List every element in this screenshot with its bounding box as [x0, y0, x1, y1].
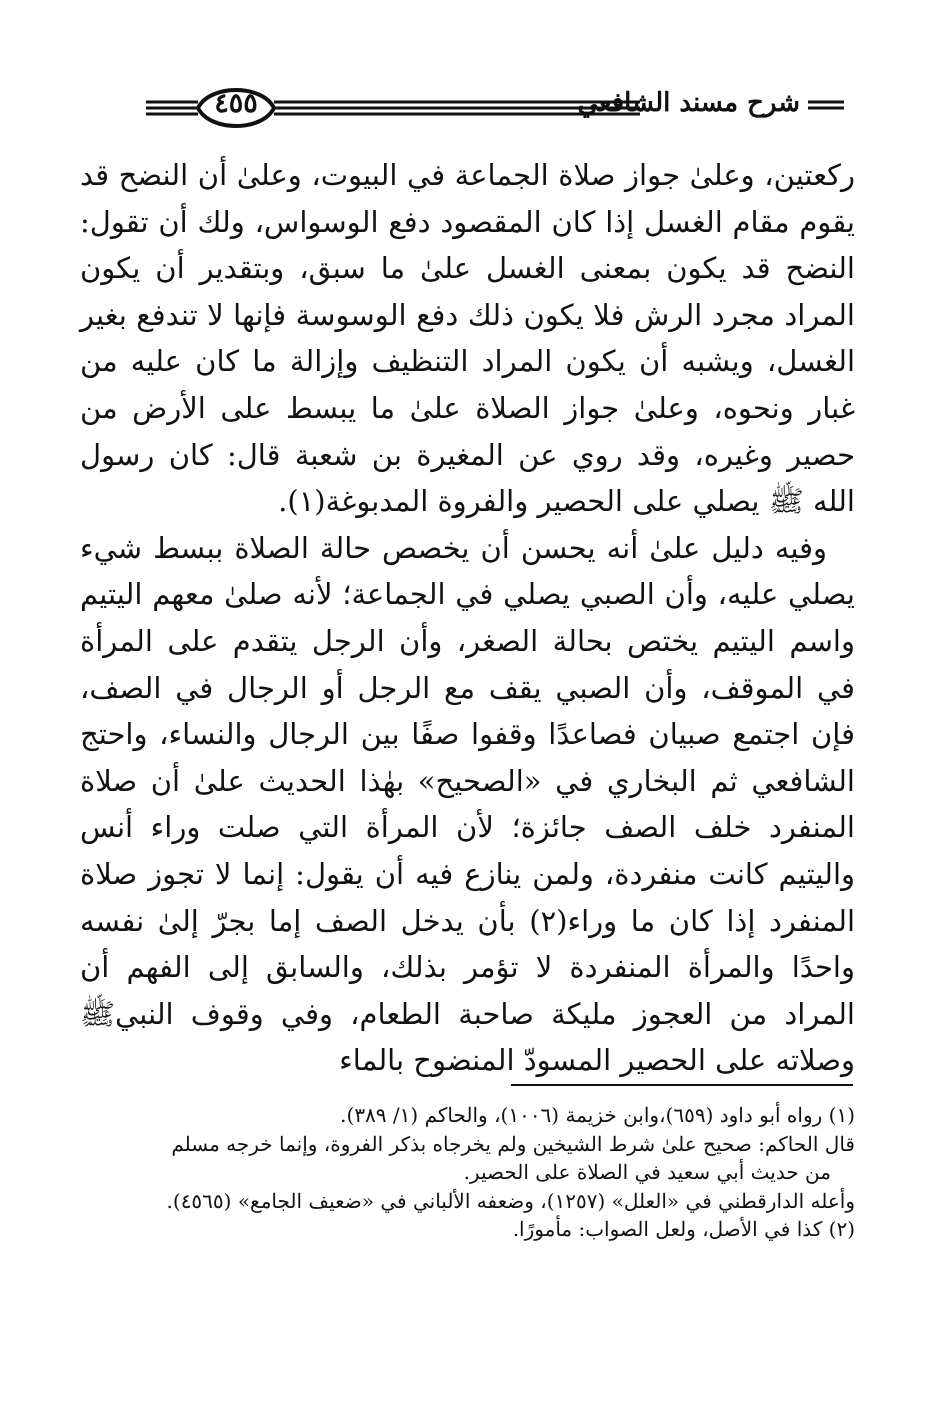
footnote: (٢) كذا في الأصل، ولعل الصواب: مأمورًا. — [512, 1217, 855, 1241]
book-title: شرح مسند الشافعي — [577, 88, 800, 118]
footnote-continuation: من حديث أبي سعيد في الصلاة على الحصير. — [463, 1160, 831, 1184]
paragraph: وفيه دليل علىٰ أنه يحسن أن يخصص حالة الصلاة ببسط شيء يصلي عليه، وأن الصبي يصلي في الجماعة؛ لأنه صلىٰ معهم اليتيم واسم اليتيم يختص بحالة الصغر، وأن الرجل يتقدم على المرأة في الموقف، وأن الصبي يقف مع الرجل أو الرجال في الصف، فإن اجتمع صبيان فصاعدًا وقفوا صفًا بين الرجال والنساء، واحتج الشافعي ثم البخاري في «الصحيح» بهٰذا الحديث علىٰ أن صلاة المنفرد خلف الصف جائزة؛ لأن المرأة التي صلت وراء أنس واليتيم كانت منفردة، ولمن ينازع فيه أن يقول: إنما لا تجوز صلاة المنفرد إذا كان ما وراء(٢) بأن يدخل الصف إما بجرّ إلىٰ نفسه واحدًا والمرأة المنفردة لا تؤمر بذلك، والسابق إلى الفهم أن المراد من العجوز مليكة صاحبة الطعام، وفي وقوف النبيﷺ وصلاته على الحصير المسودّ المنضوح بالماء — [80, 530, 856, 1078]
footnote: (١) رواه أبو داود (٦٥٩)،وابن خزيمة (١٠٠٦)، والحاكم (١/ ٣٨٩). — [340, 1103, 855, 1127]
footnote-separator — [511, 1084, 853, 1086]
page-number: ٤٥٥ — [214, 88, 258, 119]
page-header — [140, 78, 852, 136]
footnotes — [110, 1101, 855, 1244]
footnote: قال الحاكم: صحيح علىٰ شرط الشيخين ولم يخرجاه بذكر الفروة، وإنما خرجه مسلم — [171, 1131, 855, 1156]
footnote: وأعله الدارقطني في «العلل» (١٢٥٧)، وضعفه الألباني في «ضعيف الجامع» (٤٥٦٥). — [166, 1188, 855, 1213]
paragraph: ركعتين، وعلىٰ جواز صلاة الجماعة في البيوت، وعلىٰ أن النضح قد يقوم مقام الغسل إذا كان المقصود دفع الوسواس، ولك أن تقول: النضح قد يكون بمعنى الغسل علىٰ ما سبق، وبتقدير أن يكون المراد مجرد الرش فلا يكون ذلك دفع الوسوسة فإنها لا تندفع بغير الغسل، ويشبه أن يكون المراد التنظيف وإزالة ما كان عليه من غبار ونحوه، وعلىٰ جواز الصلاة علىٰ ما يبسط على الأرض من حصير وغيره، وقد روي عن المغيرة بن شعبة قال: كان رسول الله ﷺ يصلي على الحصير والفروة المدبوغة(١). — [80, 158, 855, 519]
main-text — [80, 152, 855, 1084]
